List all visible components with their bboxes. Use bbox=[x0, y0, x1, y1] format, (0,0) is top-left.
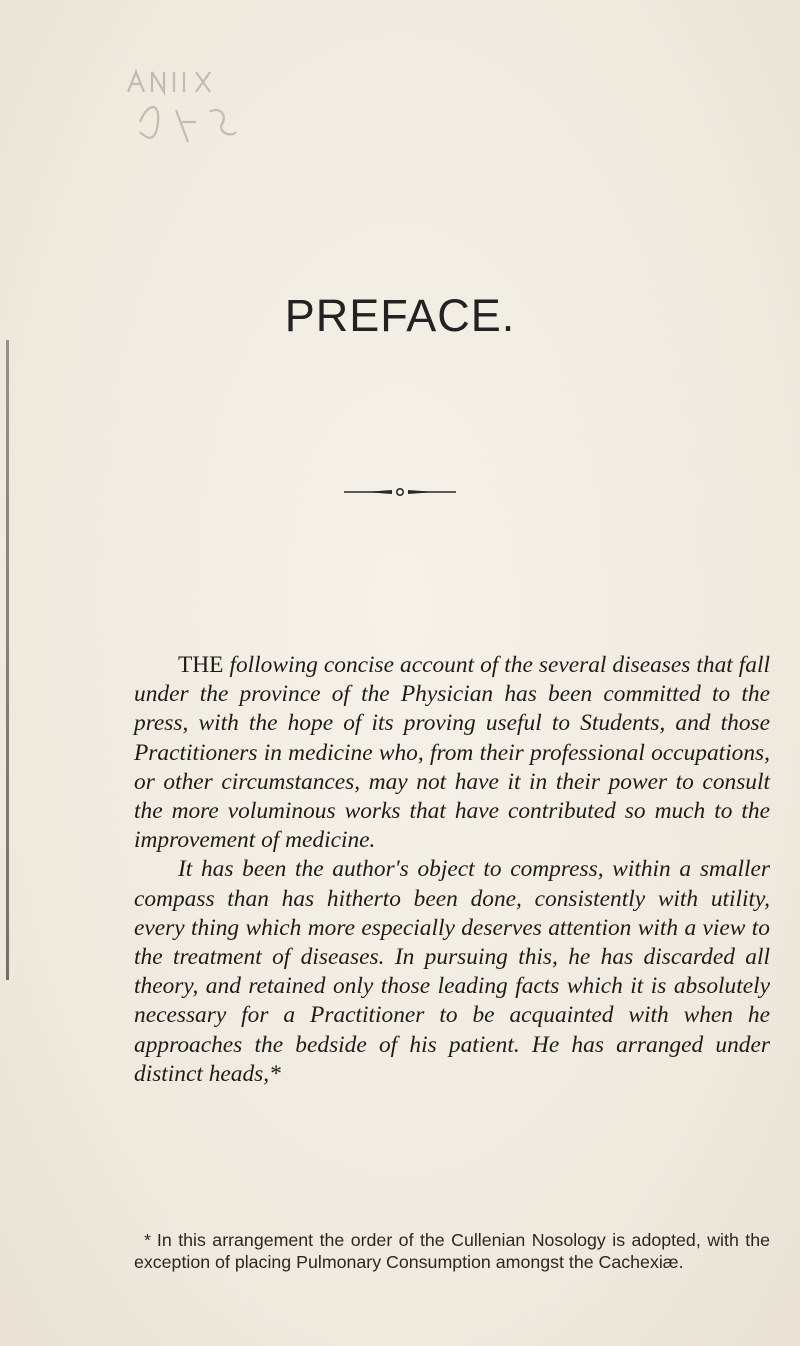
paragraph-text: It has been the author's object to compress, within a smaller compass than has hitherto been done, consistently with utility, every thing which more especially deserves attention with a view to the treatment of diseases. In pursuing this, he has discarded all theory, and retained only those leading facts which it is absolutely necessary for a Practitioner to be acquainted with when he approaches the bedside of his patient. He has arranged under distinct heads,* bbox=[134, 856, 770, 1087]
paragraph bbox=[134, 651, 770, 855]
footnote-mark: * bbox=[144, 1230, 151, 1250]
paragraph bbox=[134, 855, 770, 1089]
opening-word: THE bbox=[178, 652, 224, 678]
page-title: PREFACE. bbox=[284, 290, 516, 341]
faded-library-stamp bbox=[118, 62, 258, 162]
preface-body bbox=[134, 651, 770, 1089]
paragraph-text: following concise account of the several diseases that fall under the province of the Physician has been committed to the press, with the hope of its proving useful to Students, and those Practitioners in medicine who, from their professional occupations, or other circumstances, may not have it in their power to consult the more voluminous works that have contributed so much to the improvement of medicine. bbox=[134, 652, 770, 854]
footnote bbox=[134, 1229, 770, 1273]
binding-edge bbox=[6, 340, 9, 980]
footnote-text: In this arrangement the order of the Cullenian Nosology is adopted, with the exception of placing Pulmonary Consumption amongst the Cachexiæ. bbox=[134, 1230, 770, 1272]
ornamental-rule bbox=[342, 486, 458, 498]
